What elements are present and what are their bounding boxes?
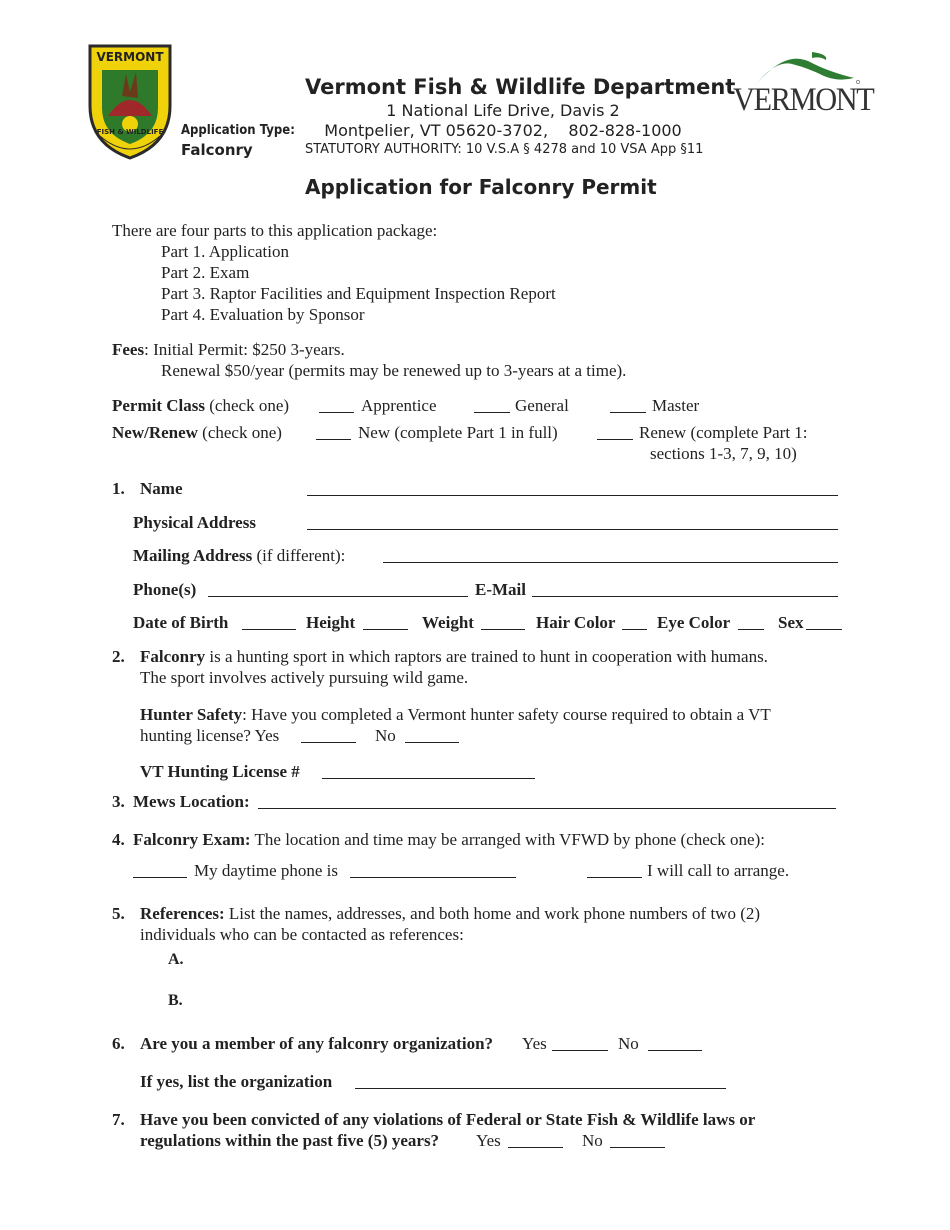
- hunting-license-label: VT Hunting License #: [140, 762, 300, 781]
- weight-label: Weight: [422, 613, 474, 632]
- mews-location-label: Mews Location:: [133, 792, 250, 811]
- organization-yes-label: Yes: [522, 1034, 547, 1053]
- violations-no-field[interactable]: [610, 1147, 665, 1148]
- option-renew: Renew (complete Part 1:: [639, 423, 808, 442]
- section-7-number: 7.: [112, 1110, 125, 1129]
- reference-a-label: A.: [168, 951, 184, 968]
- new-renew-label: New/Renew (check one): [112, 423, 282, 442]
- hunter-safety-question-2: hunting license? Yes: [140, 726, 280, 745]
- daytime-phone-checkbox-line[interactable]: [133, 877, 187, 878]
- section-1-number: 1.: [112, 479, 125, 498]
- hunting-license-field[interactable]: [322, 778, 535, 779]
- section-6-number: 6.: [112, 1034, 125, 1053]
- sex-field[interactable]: [806, 629, 842, 630]
- physical-address-field[interactable]: [307, 529, 838, 530]
- option-general: General: [515, 396, 569, 415]
- intro-lead: There are four parts to this application package:: [112, 221, 438, 240]
- fees-renewal: Renewal $50/year (permits may be renewed up to 3-years at a time).: [161, 361, 627, 380]
- mailing-address-field[interactable]: [383, 562, 838, 563]
- seal-bottom-text: FISH & WILDLIFE: [96, 128, 164, 136]
- email-field[interactable]: [532, 596, 838, 597]
- sex-label: Sex: [778, 613, 804, 632]
- hunter-safety-no-label: No: [375, 726, 396, 745]
- hair-color-label: Hair Color: [536, 613, 616, 632]
- intro-part-3: Part 3. Raptor Facilities and Equipment Inspection Report: [161, 284, 556, 303]
- seal-top-text: VERMONT: [96, 50, 164, 64]
- application-type-value: Falconry: [181, 141, 253, 159]
- organization-list-label: If yes, list the organization: [140, 1072, 333, 1091]
- phone-label: Phone(s): [133, 580, 197, 599]
- hunter-safety-no-field[interactable]: [405, 742, 459, 743]
- reference-b-label: B.: [168, 992, 183, 1009]
- option-new: New (complete Part 1 in full): [358, 423, 558, 442]
- violations-question-2: regulations within the past five (5) years?: [140, 1131, 440, 1150]
- violations-question: Have you been convicted of any violations of Federal or State Fish & Wildlife laws or: [140, 1110, 756, 1129]
- organization-yes-field[interactable]: [552, 1050, 608, 1051]
- fees-initial: : Initial Permit: $250 3-years.: [144, 340, 345, 359]
- dob-field[interactable]: [242, 629, 296, 630]
- new-checkbox-line[interactable]: [316, 439, 351, 440]
- weight-field[interactable]: [481, 629, 525, 630]
- email-label: E-Mail: [475, 580, 526, 599]
- mailing-address-label: Mailing Address (if different):: [133, 546, 346, 565]
- hair-color-field[interactable]: [622, 629, 647, 630]
- height-label: Height: [306, 613, 356, 632]
- name-label: Name: [140, 479, 183, 498]
- statutory-authority: STATUTORY AUTHORITY: 10 V.S.A § 4278 and 10 VSA App §11: [305, 142, 704, 157]
- option-apprentice: Apprentice: [361, 396, 437, 415]
- daytime-phone-field[interactable]: [350, 877, 516, 878]
- application-type-label: Application Type:: [181, 123, 295, 138]
- falconry-description: Falconry is a hunting sport in which raptors are trained to hunt in cooperation with humans.: [140, 647, 768, 666]
- references-text-2: individuals who can be contacted as references:: [140, 925, 464, 944]
- physical-address-label: Physical Address: [133, 513, 256, 532]
- option-master: Master: [652, 396, 700, 415]
- hunter-safety-yes-field[interactable]: [301, 742, 356, 743]
- vermont-logo-text: VERMONT: [733, 82, 874, 118]
- intro-part-2: Part 2. Exam: [161, 263, 250, 282]
- apprentice-checkbox-line[interactable]: [319, 412, 354, 413]
- section-3-number: 3.: [112, 792, 125, 811]
- section-2-number: 2.: [112, 647, 125, 666]
- intro-part-4: Part 4. Evaluation by Sponsor: [161, 305, 365, 324]
- general-checkbox-line[interactable]: [474, 412, 510, 413]
- renew-checkbox-line[interactable]: [597, 439, 633, 440]
- fees-line-1: [112, 340, 345, 360]
- references-text: References: List the names, addresses, and both home and work phone numbers of two (2): [140, 904, 761, 923]
- hunter-safety-question: Hunter Safety: Have you completed a Vermont hunter safety course required to obtain a VT: [140, 705, 771, 724]
- option-renew-sections: sections 1-3, 7, 9, 10): [650, 444, 797, 463]
- permit-class-label: Permit Class (check one): [112, 396, 290, 415]
- violations-yes-field[interactable]: [508, 1147, 563, 1148]
- organization-no-label: No: [618, 1034, 639, 1053]
- dob-label: Date of Birth: [133, 613, 229, 632]
- violations-yes-label: Yes: [476, 1131, 501, 1150]
- mews-location-field[interactable]: [258, 808, 836, 809]
- section-5-number: 5.: [112, 904, 125, 923]
- section-4-number: 4.: [112, 830, 125, 849]
- master-checkbox-line[interactable]: [610, 412, 646, 413]
- will-call-option: I will call to arrange.: [647, 861, 790, 880]
- falconry-exam-text: Falconry Exam: The location and time may be arranged with VFWD by phone (check one):: [133, 830, 765, 849]
- fees-label: Fees: [112, 340, 145, 359]
- address-line-1: 1 National Life Drive, Davis 2: [386, 101, 620, 120]
- violations-no-label: No: [582, 1131, 603, 1150]
- page-title: Application for Falconry Permit: [305, 175, 657, 199]
- height-field[interactable]: [363, 629, 408, 630]
- address-line-2: Montpelier, VT 05620-3702, 802-828-1000: [324, 121, 682, 140]
- name-field[interactable]: [307, 495, 838, 496]
- intro-part-1: Part 1. Application: [161, 242, 289, 261]
- falconry-description-2: The sport involves actively pursuing wild game.: [140, 668, 469, 687]
- organization-list-field[interactable]: [355, 1088, 726, 1089]
- daytime-phone-option: My daytime phone is: [194, 861, 339, 880]
- department-name: Vermont Fish & Wildlife Department: [305, 75, 736, 99]
- organization-question: Are you a member of any falconry organization?: [140, 1034, 494, 1053]
- eye-color-field[interactable]: [738, 629, 764, 630]
- phone-field[interactable]: [208, 596, 468, 597]
- eye-color-label: Eye Color: [657, 613, 731, 632]
- will-call-checkbox-line[interactable]: [587, 877, 642, 878]
- organization-no-field[interactable]: [648, 1050, 702, 1051]
